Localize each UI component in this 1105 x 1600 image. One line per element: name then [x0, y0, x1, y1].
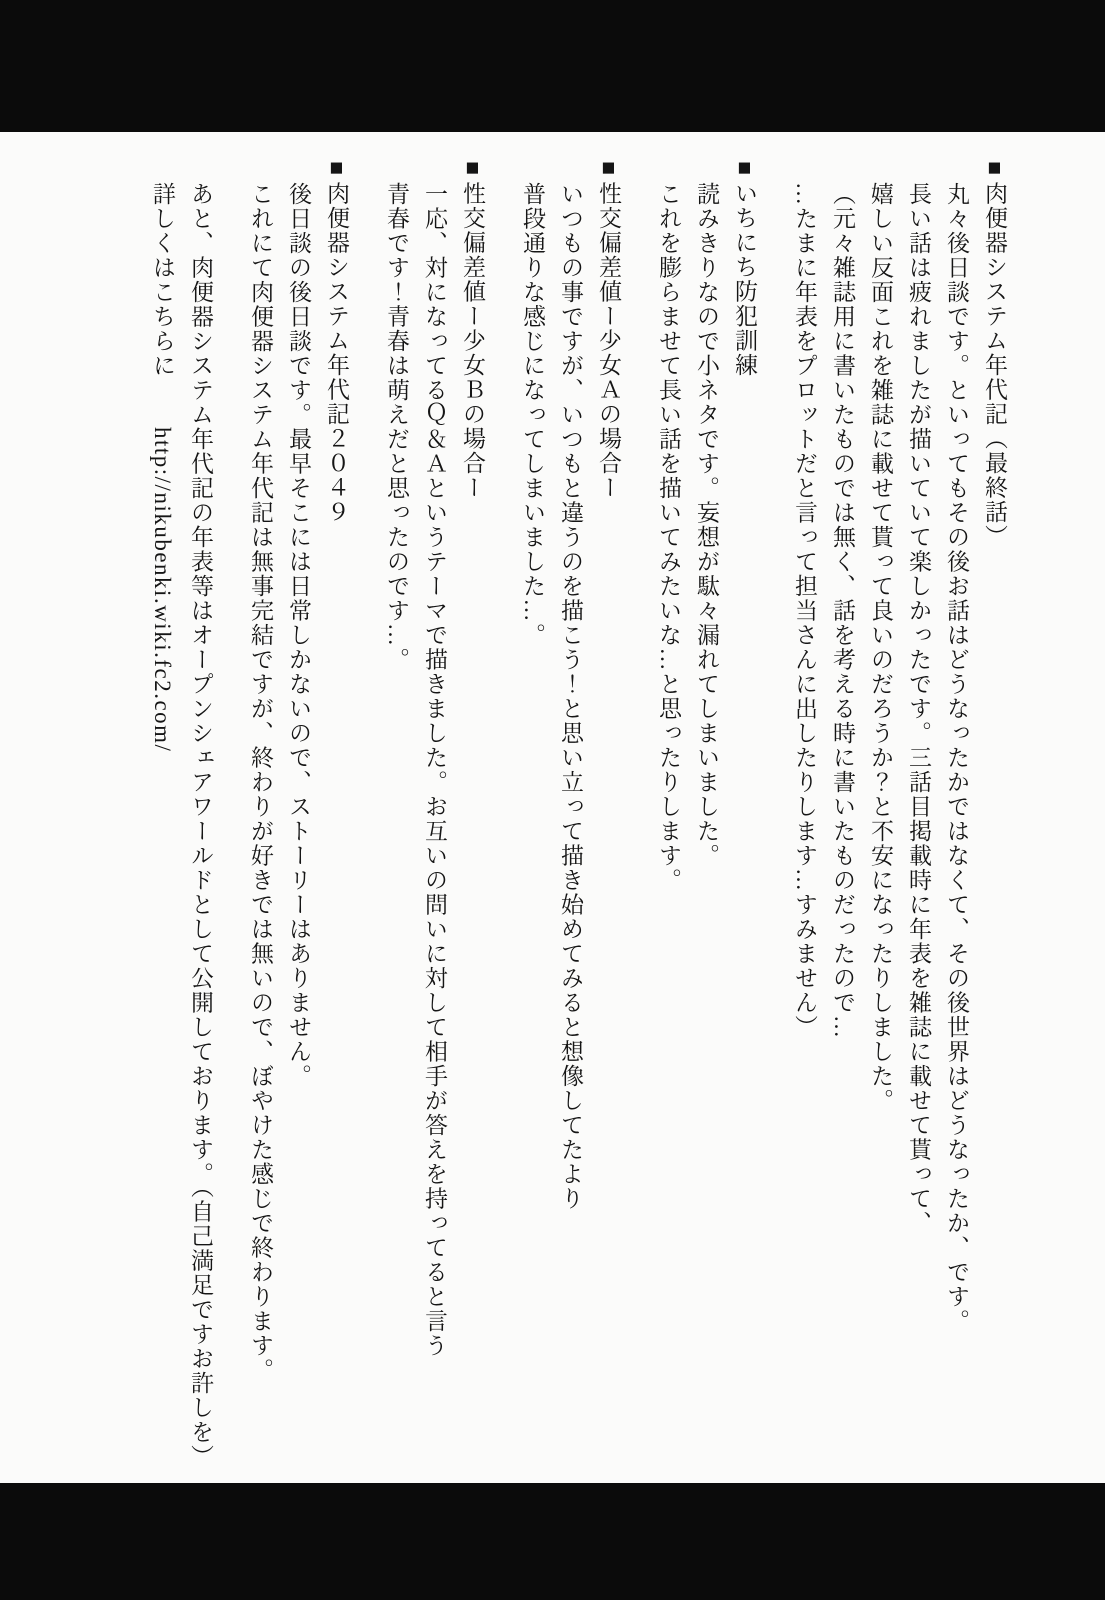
top-black-band — [0, 0, 1105, 132]
afterword-section — [377, 155, 491, 1420]
section-paragraph: …たまに年表をプロットだと言って担当さんに出したりします…すみません） — [792, 182, 817, 1040]
section-paragraph: 丸々後日談です。といってもその後お話はどうなったかではなくて、その後世界はどうなったか、です。 — [944, 182, 969, 1334]
section-heading: ■性交偏差値ー少女Ａの場合ー — [596, 155, 621, 500]
section-paragraph: 後日談の後日談です。最早そこには日常しかないので、ストーリーはありません。 — [286, 182, 311, 1089]
section-paragraph: 一応、対になってるＱ＆Ａというテーマで描きました。お互いの問いに対して相手が答えを持ってると言う — [422, 182, 447, 1358]
section-paragraph: 読みきりなので小ネタです。妄想が駄々漏れてしまいました。 — [694, 182, 719, 868]
section-paragraph: 詳しくはこちらに http://nikubenki.wiki.fc2.com/ — [150, 182, 175, 753]
section-heading: ■肉便器システム年代記２０４９ — [324, 155, 349, 525]
afterword-section — [785, 155, 1013, 1420]
section-paragraph: 長い話は疲れましたが描いていて楽しかったです。三話目掲載時に年表を雑誌に載せて貰って、 — [906, 182, 931, 1236]
section-paragraph: 嬉しい反面これを雑誌に載せて貰って良いのだろうか？と不安になったりしました。 — [868, 182, 893, 1113]
afterword-section — [241, 155, 355, 1420]
section-paragraph: いつもの事ですが、いつもと違うのを描こう！と思い立って描き始めてみると想像してたより — [558, 182, 583, 1211]
section-paragraph: これにて肉便器システム年代記は無事完結ですが、終わりが好きでは無いので、ぼやけた感じで終わります。 — [248, 182, 273, 1383]
afterword-section — [143, 155, 219, 1469]
afterword-section — [649, 155, 763, 1420]
section-paragraph: （元々雑誌用に書いたものでは無く、話を考える時に書いたものだったので… — [830, 182, 855, 1040]
section-paragraph: あと、肉便器システム年代記の年表等はオープンシェアワールドとして公開しております。（自己満足ですお許しを） — [188, 182, 213, 1469]
section-paragraph: 青春です！青春は萌えだと思ったのです…。 — [384, 182, 409, 672]
section-paragraph: これを膨らませて長い話を描いてみたいな…と思ったりします。 — [656, 182, 681, 893]
section-heading: ■いちにち防犯訓練 — [732, 155, 757, 378]
afterword-section — [513, 155, 627, 1420]
afterword-text-block — [121, 155, 1013, 1469]
section-heading: ■性交偏差値ー少女Ｂの場合ー — [460, 155, 485, 500]
bottom-black-band — [0, 1483, 1105, 1600]
section-paragraph: 普段通りな感じになってしまいました…。 — [520, 182, 545, 648]
section-heading: ■肉便器システム年代記（最終話） — [982, 155, 1007, 549]
